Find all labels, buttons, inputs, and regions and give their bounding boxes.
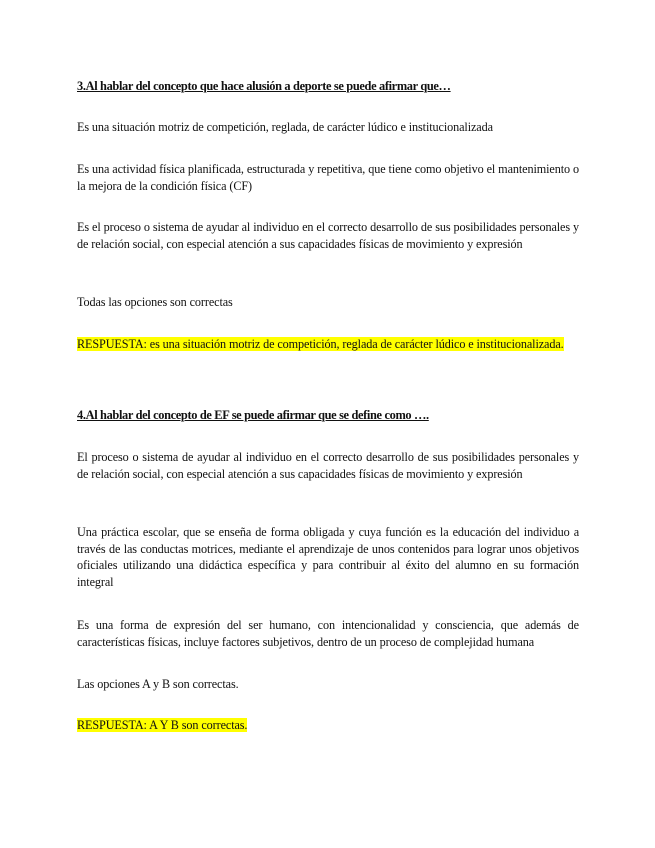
question-3-option-3: Es el proceso o sistema de ayudar al individuo en el correcto desarrollo de sus posibilidades personales y de relación social, con especial atención a sus capacidades físicas de movimiento y expresión bbox=[77, 220, 579, 251]
question-4-answer bbox=[77, 717, 579, 734]
question-3-option-2: Es una actividad física planificada, estructurada y repetitiva, que tiene como objetivo el mantenimiento o la mejora de la condición física (CF) bbox=[77, 162, 579, 193]
question-4-title: 4.Al hablar del concepto de EF se puede afirmar que se define como …. bbox=[77, 408, 429, 422]
question-3-title: 3.Al hablar del concepto que hace alusión a deporte se puede afirmar que… bbox=[77, 79, 451, 93]
question-4-option-3: Es una forma de expresión del ser humano, con intencionalidad y consciencia, que además de características físicas, incluye factores subjetivos, dentro de un proceso de complejidad humana bbox=[77, 618, 579, 649]
question-3-answer-highlight: RESPUESTA: es una situación motriz de competición, reglada de carácter lúdico e institucionalizada. bbox=[77, 337, 564, 351]
question-3-answer bbox=[77, 336, 579, 353]
question-4-option-1: El proceso o sistema de ayudar al individuo en el correcto desarrollo de sus posibilidades personales y de relación social, con especial atención a sus capacidades físicas de movimiento y expresión bbox=[77, 450, 579, 481]
question-3-option-4: Todas las opciones son correctas bbox=[77, 295, 233, 309]
question-4-option-4: Las opciones A y B son correctas. bbox=[77, 677, 239, 691]
question-4-option-2: Una práctica escolar, que se enseña de forma obligada y cuya función es la educación del individuo a través de las conductas motrices, mediante el aprendizaje de unos contenidos para lograr unos objetivos oficiales utilizando una didáctica específica y para contribuir al éxito del alumno en su formación integral bbox=[77, 525, 579, 589]
question-4-answer-highlight: RESPUESTA: A Y B son correctas. bbox=[77, 718, 248, 732]
question-3-option-1: Es una situación motriz de competición, reglada, de carácter lúdico e institucionalizada bbox=[77, 120, 493, 134]
